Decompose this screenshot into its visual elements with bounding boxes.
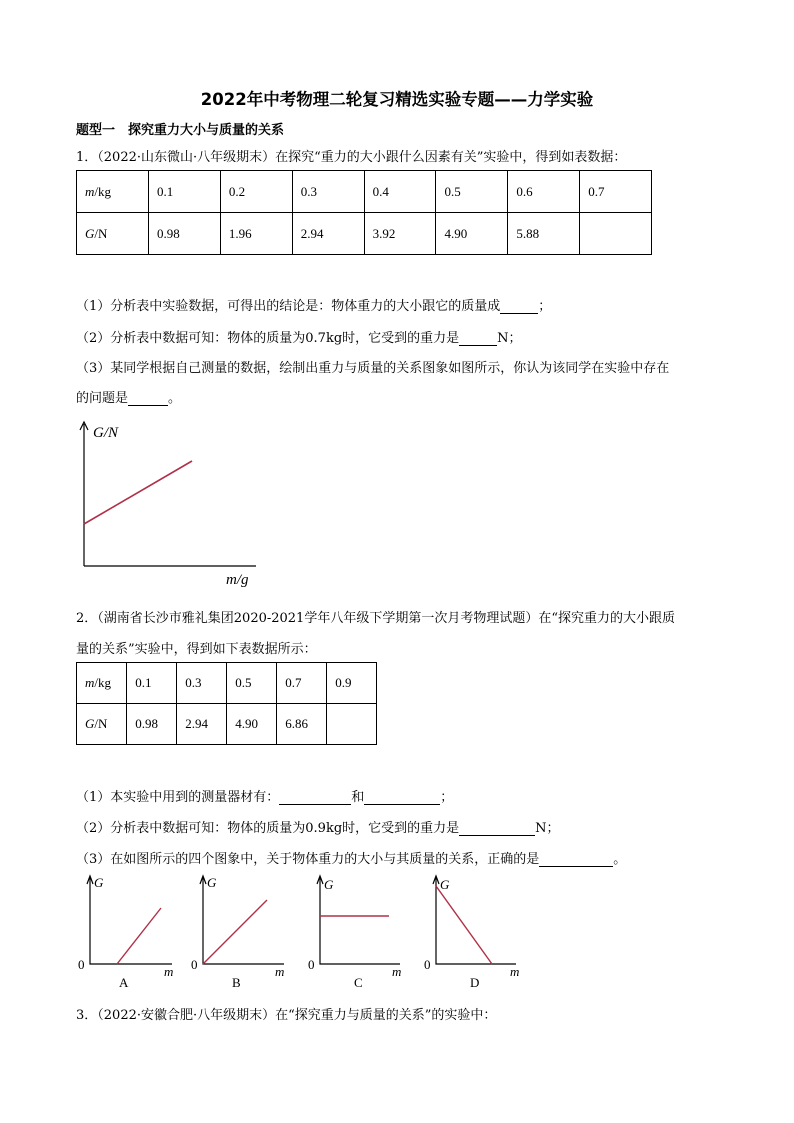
table-cell: 0.5 <box>436 171 508 213</box>
table-cell: 0.9 <box>327 663 377 704</box>
answer-blank[interactable] <box>500 299 538 314</box>
graph-d-origin: 0 <box>424 957 431 972</box>
table-cell: 6.86 <box>277 704 327 745</box>
graph-b-caption: B <box>232 975 241 990</box>
answer-blank[interactable] <box>279 790 351 805</box>
graph-d-line <box>436 886 492 964</box>
q2-intro-line2: 量的关系”实验中，得到如下表数据所示： <box>76 642 317 657</box>
graph-a-y-label: G <box>94 875 104 890</box>
q2-table <box>76 662 377 745</box>
graph-d-x-label: m <box>510 964 520 979</box>
table-cell: 0.3 <box>177 663 227 704</box>
table-cell: G/N <box>77 213 149 255</box>
table-cell: G/N <box>77 704 127 745</box>
table-cell: 0.7 <box>580 171 652 213</box>
table-row <box>77 704 377 745</box>
q1-graph <box>70 418 270 590</box>
table-cell: 0.7 <box>277 663 327 704</box>
graph-line <box>84 461 192 524</box>
graph-d-caption: D <box>470 975 480 990</box>
q1-intro: 1．（2022·山东微山·八年级期末）在探究“重力的大小跟什么因素有关”实验中，得到如表数据： <box>76 150 627 165</box>
table-cell: 4.90 <box>436 213 508 255</box>
graph-c-x-label: m <box>392 964 402 979</box>
table-row <box>77 171 652 213</box>
table-cell: 5.88 <box>508 213 580 255</box>
q1-part2: （2）分析表中数据可知：物体的质量为0.7kg时，它受到的重力是 N； <box>76 331 522 346</box>
y-axis-label: G/N <box>93 425 119 441</box>
q1-part1: （1）分析表中实验数据，可得出的结论是：物体重力的大小跟它的质量成 ； <box>76 299 552 314</box>
table-cell <box>580 213 652 255</box>
q2-part3: （3）在如图所示的四个图象中，关于物体重力的大小与其质量的关系，正确的是 。 <box>76 852 627 867</box>
table-cell: m/kg <box>77 663 127 704</box>
table-cell: 0.2 <box>220 171 292 213</box>
graph-c-origin: 0 <box>308 957 315 972</box>
table-cell: 0.98 <box>148 213 220 255</box>
graph-d-y-label: G <box>440 877 450 892</box>
table-cell: 2.94 <box>292 213 364 255</box>
q1-part3-line1: （3）某同学根据自己测量的数据，绘制出重力与质量的关系图象如图所示，你认为该同学在实验中存在 <box>76 361 670 376</box>
graph-c-caption: C <box>354 975 363 990</box>
graph-a-axes <box>90 878 172 964</box>
graph-a-line <box>117 908 161 964</box>
graph-a-x-label: m <box>164 964 174 979</box>
q2-intro-line1: 2．（湖南省长沙市雅礼集团2020-2021学年八年级下学期第一次月考物理试题）在“探究重力的大小跟质 <box>76 611 675 626</box>
answer-blank[interactable] <box>459 821 535 836</box>
answer-blank[interactable] <box>128 391 168 406</box>
table-cell: 0.1 <box>127 663 177 704</box>
table-cell: m/kg <box>77 171 149 213</box>
table-cell: 0.4 <box>364 171 436 213</box>
graph-b-origin: 0 <box>191 957 198 972</box>
table-cell: 0.6 <box>508 171 580 213</box>
table-cell: 2.94 <box>177 704 227 745</box>
x-axis-label: m/g <box>226 572 249 588</box>
graph-a-origin: 0 <box>78 957 85 972</box>
graph-b-y-label: G <box>207 875 217 890</box>
q2-part2: （2）分析表中数据可知：物体的质量为0.9kg时，它受到的重力是 N； <box>76 821 560 836</box>
table-cell <box>327 704 377 745</box>
table-row <box>77 663 377 704</box>
q2-part1: （1）本实验中用到的测量器材有： 和 ； <box>76 790 454 805</box>
answer-blank[interactable] <box>459 331 497 346</box>
table-cell: 1.96 <box>220 213 292 255</box>
table-cell: 0.98 <box>127 704 177 745</box>
q2-graphs <box>72 872 528 992</box>
table-cell: 0.1 <box>148 171 220 213</box>
table-cell: 4.90 <box>227 704 277 745</box>
answer-blank[interactable] <box>539 852 613 867</box>
answer-blank[interactable] <box>364 790 440 805</box>
q3-intro: 3．（2022·安徽合肥·八年级期末）在“探究重力与质量的关系”的实验中： <box>76 1008 497 1023</box>
section-heading: 题型一 探究重力大小与质量的关系 <box>76 123 285 138</box>
table-cell: 0.3 <box>292 171 364 213</box>
graph-a-caption: A <box>119 975 129 990</box>
page-title: 2022年中考物理二轮复习精选实验专题——力学实验 <box>200 90 594 109</box>
table-cell: 0.5 <box>227 663 277 704</box>
q1-part3-line2: 的问题是 。 <box>76 391 182 406</box>
graph-c-y-label: G <box>324 877 334 892</box>
q1-table <box>76 170 652 255</box>
table-row <box>77 213 652 255</box>
table-cell: 3.92 <box>364 213 436 255</box>
graph-b-x-label: m <box>275 964 285 979</box>
graph-b-line <box>203 900 267 964</box>
